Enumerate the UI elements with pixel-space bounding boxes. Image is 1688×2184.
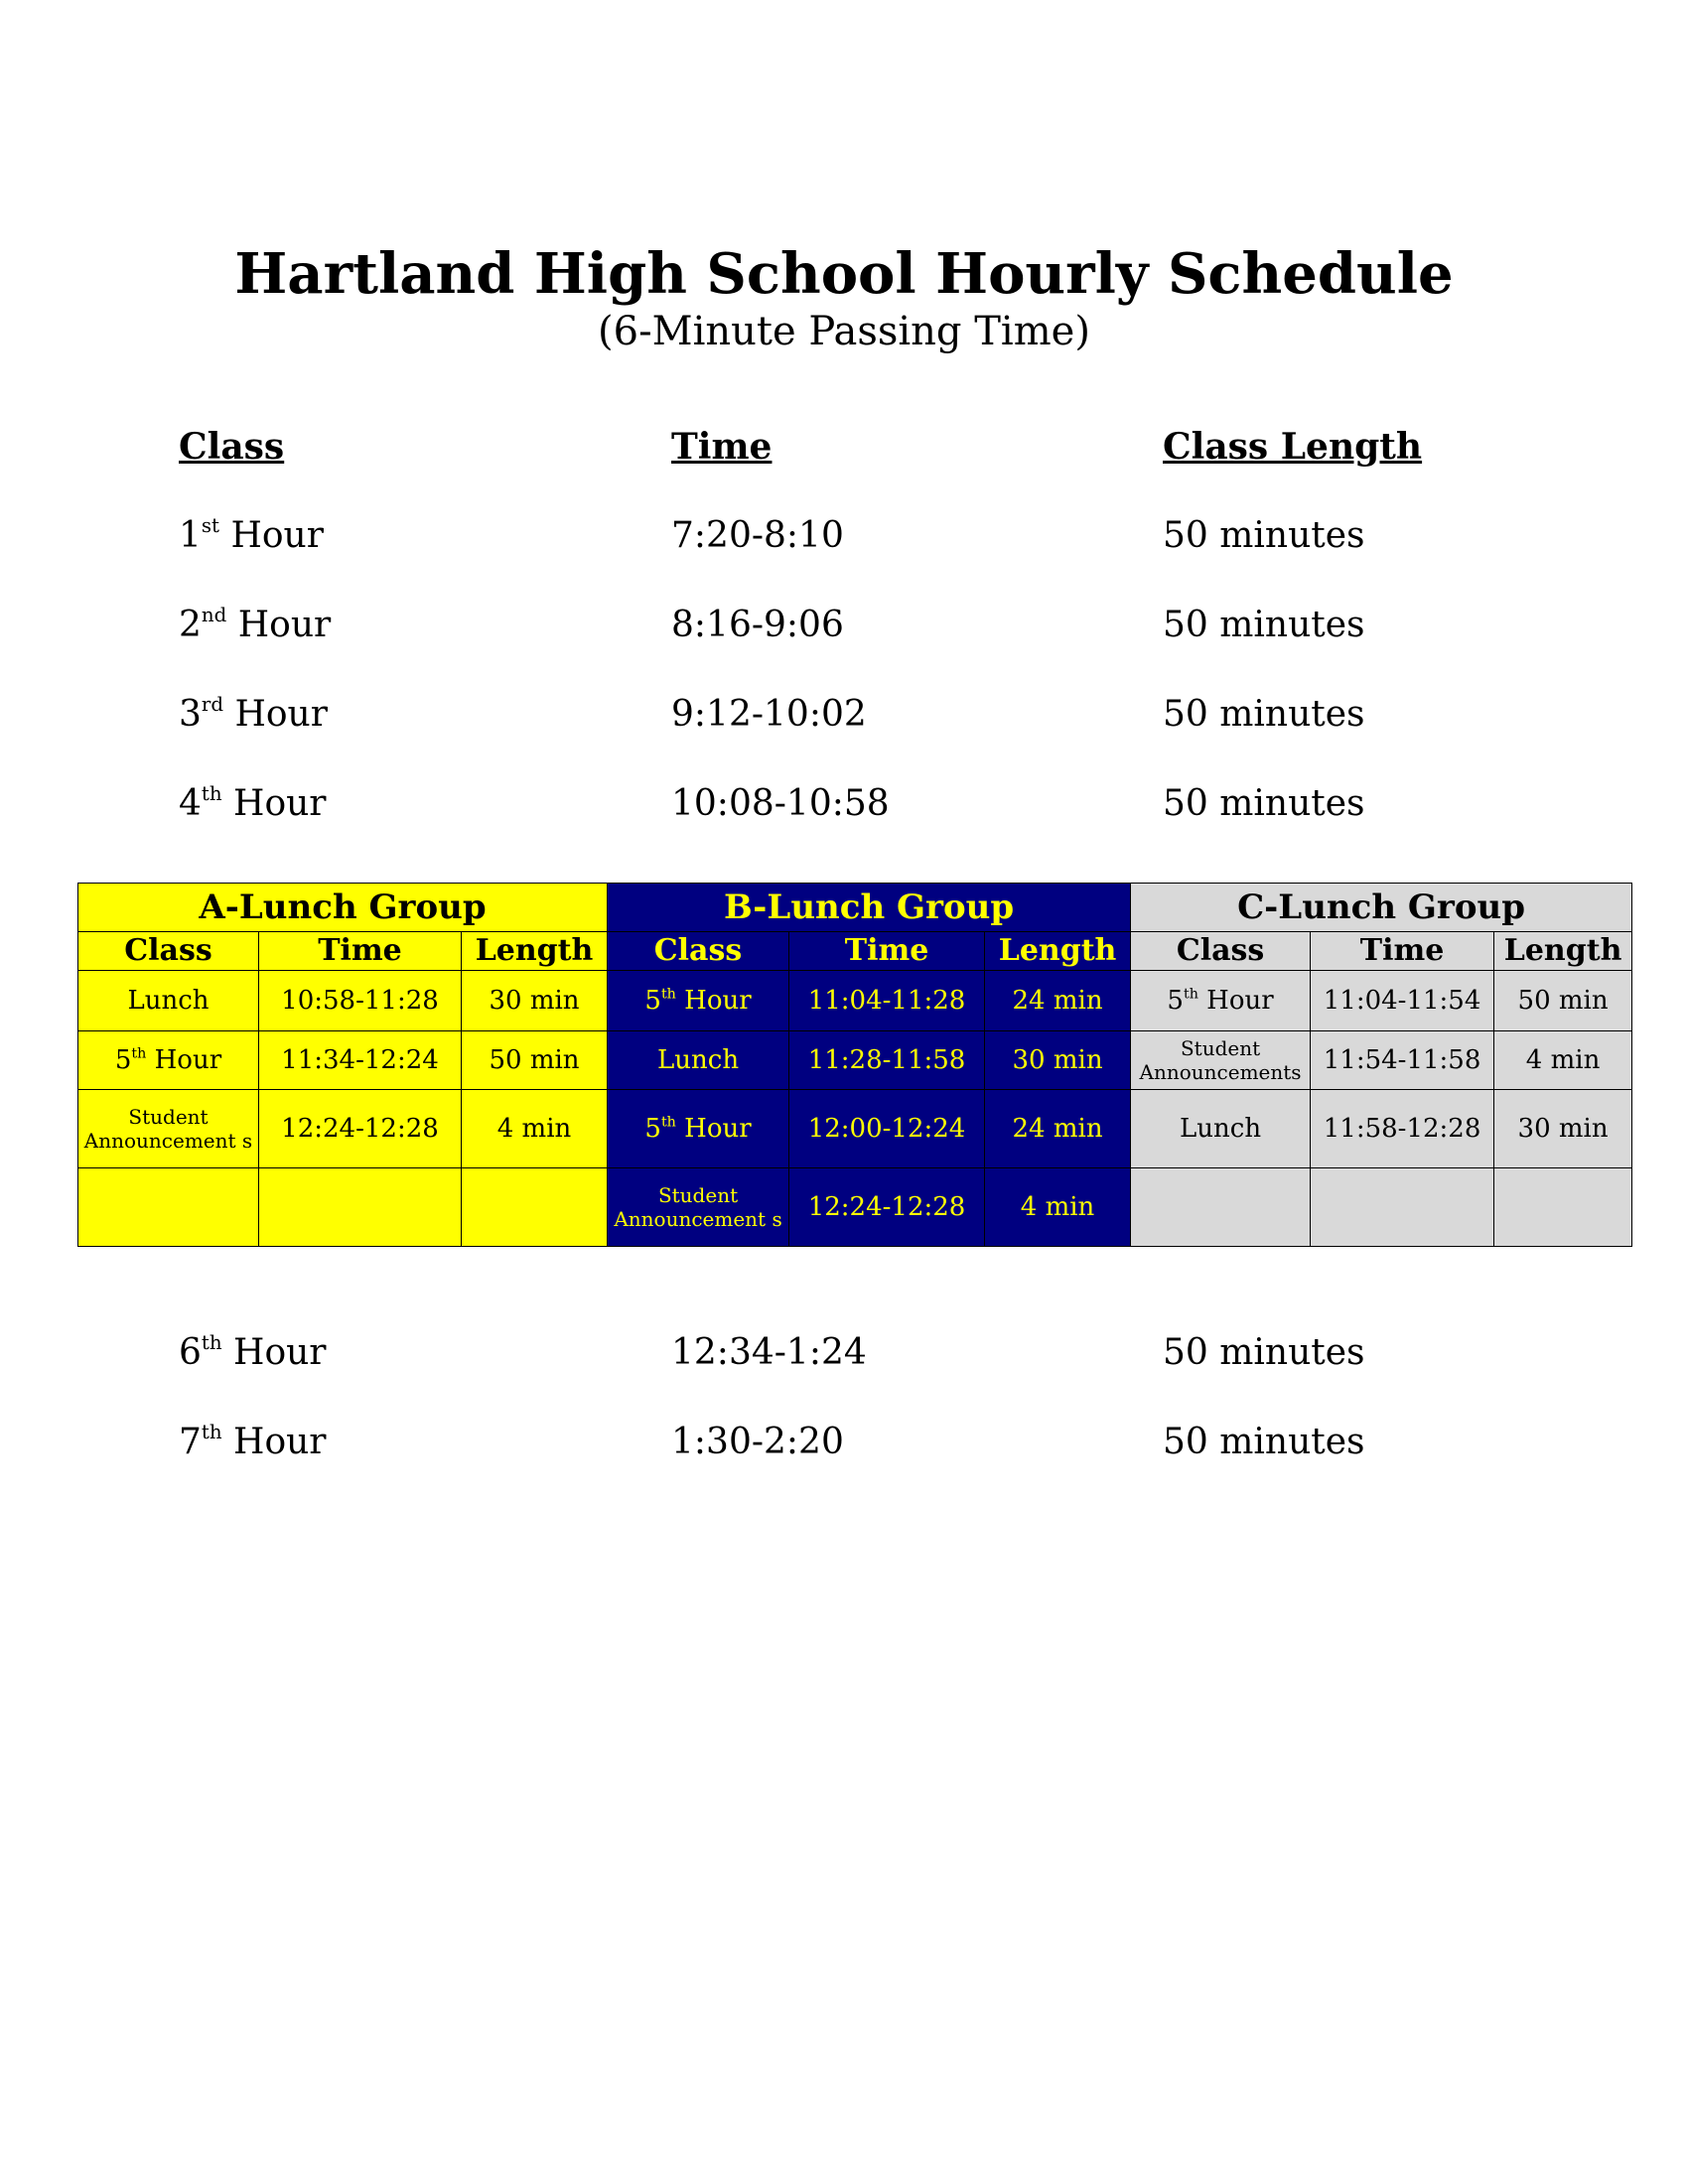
a-time: 11:34-12:24 [259, 1031, 462, 1090]
b-time: 12:24-12:28 [789, 1168, 985, 1247]
b-class: 5th Hour [608, 971, 789, 1031]
b-length: 24 min [985, 971, 1131, 1031]
c-col-class: Class [1131, 932, 1311, 971]
class-time: 12:34-1:24 [671, 1332, 867, 1373]
a-lunch-group-title: A-Lunch Group [78, 884, 608, 932]
page-subtitle: (6-Minute Passing Time) [598, 309, 1090, 354]
header-class: Class [179, 426, 285, 468]
class-length: 50 minutes [1163, 1422, 1365, 1462]
c-class [1131, 1168, 1311, 1247]
class-name: 6th Hour [179, 1331, 327, 1373]
b-lunch-group-title: B-Lunch Group [608, 884, 1131, 932]
c-time [1311, 1168, 1494, 1247]
c-length: 4 min [1494, 1031, 1632, 1090]
a-length: 4 min [462, 1090, 608, 1168]
c-class: Lunch [1131, 1090, 1311, 1168]
class-length: 50 minutes [1163, 605, 1365, 645]
header-class-length: Class Length [1163, 426, 1423, 468]
class-length: 50 minutes [1163, 694, 1365, 735]
a-time: 10:58-11:28 [259, 971, 462, 1031]
b-col-time: Time [789, 932, 985, 971]
schedule-row-2nd-hour [0, 602, 1688, 661]
class-name: 4th Hour [179, 782, 327, 824]
c-time: 11:04-11:54 [1311, 971, 1494, 1031]
b-col-length: Length [985, 932, 1131, 971]
a-time [259, 1168, 462, 1247]
class-time: 1:30-2:20 [671, 1422, 844, 1462]
b-col-class: Class [608, 932, 789, 971]
lunch-row-3 [78, 1090, 1632, 1168]
b-time: 12:00-12:24 [789, 1090, 985, 1168]
class-time: 7:20-8:10 [671, 515, 844, 556]
c-class: Student Announcements [1131, 1031, 1311, 1090]
c-length: 30 min [1494, 1090, 1632, 1168]
a-col-length: Length [462, 932, 608, 971]
header-time: Time [671, 426, 773, 468]
b-class: 5th Hour [608, 1090, 789, 1168]
c-col-length: Length [1494, 932, 1632, 971]
a-class: Student Announcement s [78, 1090, 259, 1168]
lunch-row-2 [78, 1031, 1632, 1090]
b-length: 30 min [985, 1031, 1131, 1090]
b-length: 4 min [985, 1168, 1131, 1247]
a-class [78, 1168, 259, 1247]
class-name: 2nd Hour [179, 604, 332, 645]
class-time: 8:16-9:06 [671, 605, 844, 645]
schedule-row-6th-hour [0, 1329, 1688, 1389]
a-class: 5th Hour [78, 1031, 259, 1090]
a-col-time: Time [259, 932, 462, 971]
a-length: 30 min [462, 971, 608, 1031]
b-class: Lunch [608, 1031, 789, 1090]
c-length: 50 min [1494, 971, 1632, 1031]
a-class: Lunch [78, 971, 259, 1031]
c-time: 11:58-12:28 [1311, 1090, 1494, 1168]
lunch-row-1 [78, 971, 1632, 1031]
class-name: 7th Hour [179, 1421, 327, 1462]
c-length [1494, 1168, 1632, 1247]
lunch-groups-table [77, 883, 1632, 1247]
class-name: 3rd Hour [179, 693, 328, 735]
b-length: 24 min [985, 1090, 1131, 1168]
a-length: 50 min [462, 1031, 608, 1090]
schedule-row-1st-hour [0, 512, 1688, 572]
schedule-row-7th-hour [0, 1419, 1688, 1478]
a-length [462, 1168, 608, 1247]
class-length: 50 minutes [1163, 515, 1365, 556]
class-name: 1st Hour [179, 514, 324, 556]
page-title: Hartland High School Hourly Schedule [234, 241, 1454, 307]
b-time: 11:28-11:58 [789, 1031, 985, 1090]
c-class: 5th Hour [1131, 971, 1311, 1031]
b-class: Student Announcement s [608, 1168, 789, 1247]
b-time: 11:04-11:28 [789, 971, 985, 1031]
schedule-row-4th-hour [0, 780, 1688, 840]
c-time: 11:54-11:58 [1311, 1031, 1494, 1090]
class-length: 50 minutes [1163, 783, 1365, 824]
schedule-header-row [0, 423, 1688, 482]
schedule-row-3rd-hour [0, 691, 1688, 751]
a-time: 12:24-12:28 [259, 1090, 462, 1168]
lunch-row-4 [78, 1168, 1632, 1247]
c-col-time: Time [1311, 932, 1494, 971]
class-time: 10:08-10:58 [671, 783, 890, 824]
class-length: 50 minutes [1163, 1332, 1365, 1373]
a-col-class: Class [78, 932, 259, 971]
c-lunch-group-title: C-Lunch Group [1131, 884, 1632, 932]
class-time: 9:12-10:02 [671, 694, 867, 735]
